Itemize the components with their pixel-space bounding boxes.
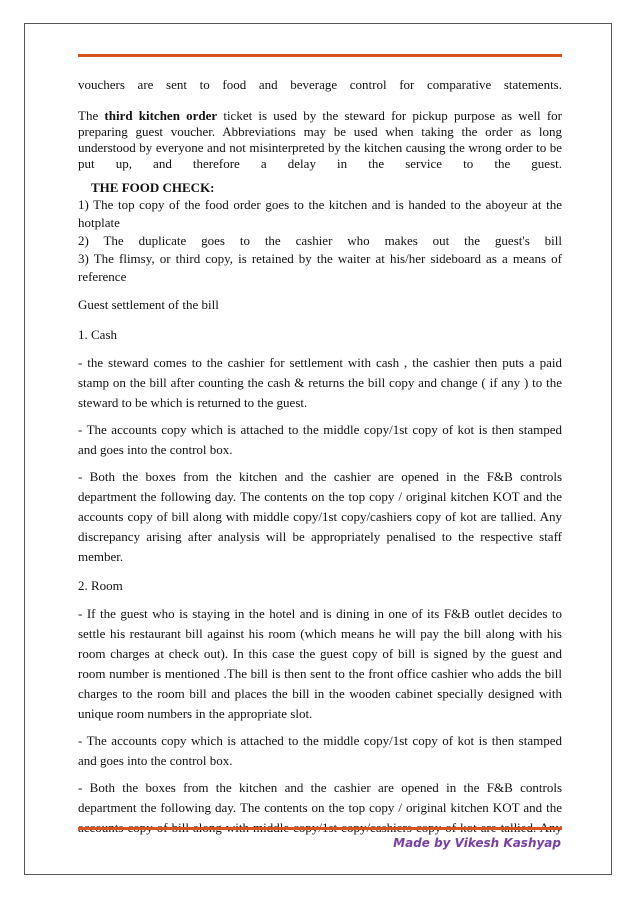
document-body: [78, 76, 562, 838]
room-heading: 2. Room: [78, 578, 123, 593]
third-order-paragraph: [78, 108, 562, 172]
author-credit: Made by Vikesh Kashyap: [393, 836, 561, 850]
third-order-keyword: third kitchen order: [104, 108, 218, 123]
food-check-item-3: 3) The flimsy, or third copy, is retained by the waiter at his/her sideboard as a means of reference: [78, 251, 562, 284]
settlement-title: Guest settlement of the bill: [78, 297, 219, 312]
header-rule: [78, 54, 562, 57]
third-order-prefix: The: [78, 108, 99, 123]
cash-paragraph-3: - Both the boxes from the kitchen and the cashier are opened in the F&B controls department the following day. The contents on the top copy / original kitchen KOT and the accounts copy of bill along with middle copy/1st copy/cashiers copy of kot are tallied. Any discrepancy arising after analysis will be appropriately penalised to the respective staff member.: [78, 469, 562, 564]
room-paragraph-1: - If the guest who is staying in the hotel and is dining in one of its F&B outlet decides to settle his restaurant bill against his room (which means he will pay the bill along with his room charges at check out). In this case the guest copy of bill is signed by the guest and room number is mentioned .The bill is then sent to the front office cashier who adds the bill charges to the room bill and places the bill in the wooden cabinet specially designed with unique room numbers in the appropriate slot.: [78, 606, 562, 721]
room-paragraph-2: - The accounts copy which is attached to the middle copy/1st copy of kot is then stamped and goes into the control box.: [78, 733, 562, 768]
cash-paragraph-2: - The accounts copy which is attached to the middle copy/1st copy of kot is then stamped and goes into the control box.: [78, 422, 562, 457]
room-paragraph-3: - Both the boxes from the kitchen and the cashier are opened in the F&B controls department the following day. The contents on the top copy / original kitchen KOT and the: [78, 780, 562, 815]
continuation-line: vouchers are sent to food and beverage control for comparative statements.: [78, 77, 562, 92]
food-check-item-1: 1) The top copy of the food order goes to the kitchen and is handed to the aboyeur at the hotplate: [78, 197, 562, 230]
footer-rule: [78, 827, 562, 830]
cash-heading: 1. Cash: [78, 327, 117, 342]
food-check-item-2: 2) The duplicate goes to the cashier who makes out the guest's bill: [78, 233, 562, 248]
cash-paragraph-1: - the steward comes to the cashier for settlement with cash , the cashier then puts a paid stamp on the bill after counting the cash & returns the bill copy and change ( if any ) to the steward to be which is returned to the guest.: [78, 355, 562, 410]
third-order-text: ticket is used by the steward for pickup purpose as well for preparing guest voucher. Abbreviations may be used when taking the order as long understood by everyone and not misinterpreted by the kitchen causing the wrong order to be put up, and therefore a delay in the service to the guest.: [78, 108, 563, 171]
food-check-heading: THE FOOD CHECK:: [91, 180, 215, 195]
